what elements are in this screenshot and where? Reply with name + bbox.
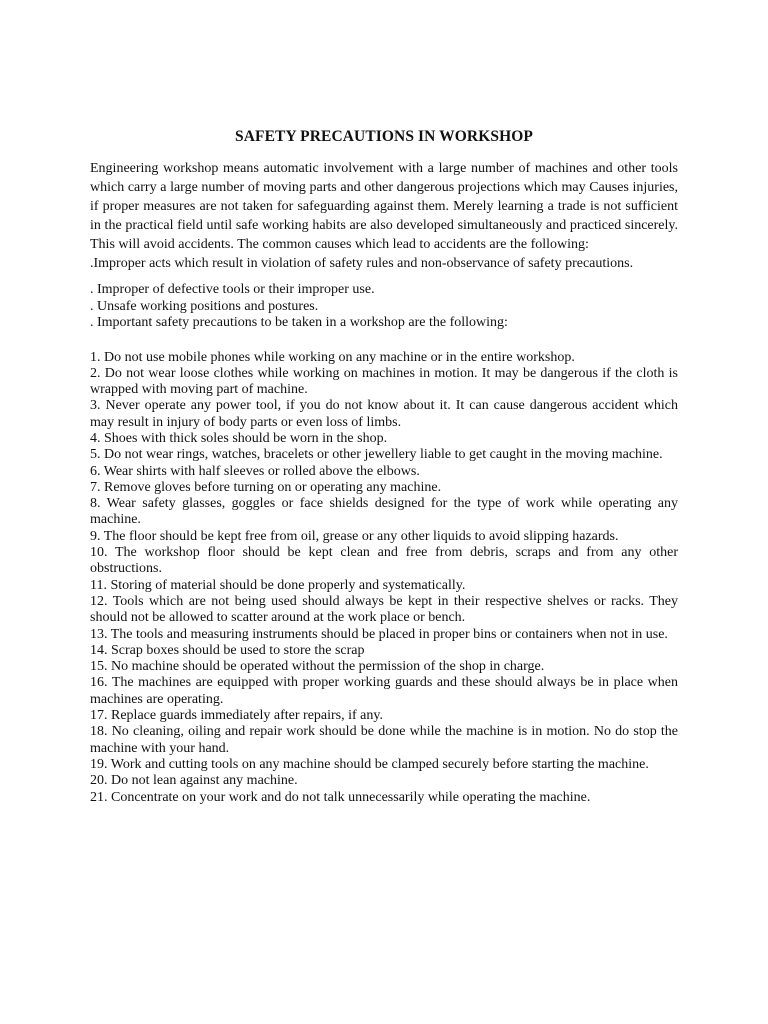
precaution-item: 4. Shoes with thick soles should be worn in the shop. bbox=[90, 430, 388, 446]
precaution-item: 5. Do not wear rings, watches, bracelets or other jewellery liable to get caught in the moving machine. bbox=[90, 447, 663, 463]
precaution-item: 8. Wear safety glasses, goggles or face shields designed for the type of work while operating any machine. bbox=[90, 496, 678, 528]
precaution-item: 18. No cleaning, oiling and repair work should be done while the machine is in motion. No do stop the machine with your hand. bbox=[90, 724, 678, 756]
precaution-item: 12. Tools which are not being used should always be kept in their respective shelves or racks. They should not be allowed to scatter around at the work place or bench. bbox=[90, 593, 678, 626]
precaution-item: 6. Wear shirts with half sleeves or rolled above the elbows. bbox=[90, 463, 420, 479]
precaution-item: 13. The tools and measuring instruments should be placed in proper bins or containers when not in use. bbox=[90, 626, 668, 642]
precaution-item: 19. Work and cutting tools on any machine should be clamped securely before starting the machine. bbox=[90, 756, 649, 772]
precaution-item: 10. The workshop floor should be kept clean and free from debris, scraps and from any other obstructions. bbox=[90, 545, 678, 577]
precaution-item: 21. Concentrate on your work and do not talk unnecessarily while operating the machine. bbox=[90, 789, 591, 805]
precaution-item: 17. Replace guards immediately after repairs, if any. bbox=[90, 708, 383, 724]
document-page bbox=[90, 127, 678, 806]
precaution-item: 1. Do not use mobile phones while working on any machine or in the entire workshop. bbox=[90, 349, 575, 365]
improper-acts-line: .Improper acts which result in violation of safety rules and non-observance of safety precautions. bbox=[90, 256, 634, 271]
precaution-item: 14. Scrap boxes should be used to store the scrap bbox=[90, 642, 365, 658]
document-title: SAFETY PRECAUTIONS IN WORKSHOP bbox=[235, 128, 533, 145]
precaution-item: 15. No machine should be operated without the permission of the shop in charge. bbox=[90, 659, 545, 675]
cause-item: . Important safety precautions to be taken in a workshop are the following: bbox=[90, 315, 508, 330]
precaution-item: 2. Do not wear loose clothes while working on machines in motion. It may be dangerous if the cloth is wrapped with moving part of machine. bbox=[90, 365, 678, 398]
safety-precautions-list bbox=[90, 350, 678, 806]
cause-item: . Improper of defective tools or their improper use. bbox=[90, 282, 375, 297]
precaution-item: 16. The machines are equipped with proper working guards and these should always be in place when machines are operating. bbox=[90, 675, 678, 707]
precaution-item: 3. Never operate any power tool, if you do not know about it. It can cause dangerous accident which may result in injury of body parts or even loss of limbs. bbox=[90, 398, 678, 430]
accident-causes-list bbox=[90, 282, 678, 332]
precaution-item: 20. Do not lean against any machine. bbox=[90, 773, 298, 789]
intro-paragraph: Engineering workshop means automatic involvement with a large number of machines and other tools which carry a large number of moving parts and other dangerous projections which may Causes injuries, if proper measures are not taken for safeguarding against them. Merely learning a trade is not sufficient in the practical field until safe working habits are also developed simultaneously and practiced sincerely. This will avoid accidents. The common causes which lead to accidents are the following: bbox=[90, 161, 678, 252]
precaution-item: 7. Remove gloves before turning on or operating any machine. bbox=[90, 479, 442, 495]
cause-item: . Unsafe working positions and postures. bbox=[90, 298, 319, 314]
precaution-item: 9. The floor should be kept free from oil, grease or any other liquids to avoid slipping hazards. bbox=[90, 528, 619, 544]
precaution-item: 11. Storing of material should be done properly and systematically. bbox=[90, 577, 466, 593]
